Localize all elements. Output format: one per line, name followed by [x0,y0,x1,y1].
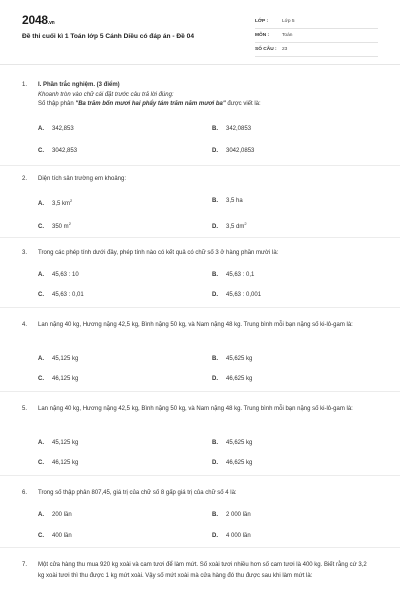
option-letter: A. [38,440,44,446]
option-c[interactable] [38,221,71,230]
option-text: 45,125 kg [52,356,79,362]
option-b[interactable] [212,126,251,132]
option-exponent: 2 [70,198,73,203]
question-text: Một cửa hàng thu mua 920 kg xoài và cam tươi để làm mứt. Số xoài tươi nhiều hơn số cam tươi là 400 kg. Biết rằng cứ 3,2 kg xoài tươi thì thu được 1 kg mứt xoài. Vậy số mứt xoài mà cửa hàng đó thu được sau khi làm mứt là: [38,562,367,579]
option-text: 3042,853 [52,148,78,154]
question-number: 4. [22,322,28,328]
question-text: Lan nặng 40 kg, Hương nặng 42,5 kg, Bình nặng 50 kg, và Nam nặng 48 kg. Trung bình mỗi bạn nặng số ki-lô-gam là: [38,322,353,328]
option-value: 3,5 dm [226,224,245,230]
question-text: Trong số thập phân 807,45, giá trị của chữ số 8 gấp giá trị của chữ số 4 là: [38,490,237,496]
option-letter: C. [38,533,44,539]
option-b[interactable] [212,512,251,518]
option-letter: B. [212,512,218,518]
option-d[interactable] [212,376,252,382]
option-letter: C. [38,376,44,382]
section-heading: I. Phần trắc nghiệm. (3 điểm) [38,82,120,88]
meta-value: Toán [282,33,293,38]
option-b[interactable] [212,198,243,204]
option-letter: B. [212,272,218,278]
site-logo[interactable] [22,13,55,27]
option-value: 350 m [52,224,69,230]
statement-part: được viết là: [225,101,261,107]
question-text: Lan nặng 40 kg, Hương nặng 42,5 kg, Bình nặng 50 kg, và Nam nặng 48 kg. Trung bình mỗi bạn nặng số ki-lô-gam là: [38,406,353,412]
option-text: 3,5 ha [226,198,243,204]
option-d[interactable] [212,292,261,298]
logo-suffix: .vn [47,20,55,26]
option-a[interactable] [38,126,74,132]
option-d[interactable] [212,221,247,230]
option-text: 45,625 kg [226,356,253,362]
option-text: 46,125 kg [52,376,79,382]
option-a[interactable] [38,440,78,446]
option-text: 46,625 kg [226,376,253,382]
option-exponent: 2 [68,221,71,226]
option-letter: D. [212,376,218,382]
option-a[interactable] [38,198,72,207]
question-6 [0,476,400,548]
option-c[interactable] [38,148,77,154]
question-number: 7. [22,562,28,568]
option-text [52,221,71,230]
question-number: 3. [22,250,28,256]
option-text: 46,625 kg [226,460,253,466]
option-c[interactable] [38,533,72,539]
statement-part: Số thập phân [38,101,76,107]
meta-label: SỐ CÂU : [255,47,277,52]
option-c[interactable] [38,292,84,298]
meta-row-question-count [255,43,378,57]
option-a[interactable] [38,356,78,362]
option-text [52,198,72,207]
option-b[interactable] [212,356,252,362]
option-text: 45,125 kg [52,440,79,446]
option-text: 4 000 lần [226,533,251,539]
page-header [0,0,400,65]
meta-value: 23 [282,47,288,52]
option-letter: D. [212,533,218,539]
option-letter: B. [212,356,218,362]
option-text [226,221,247,230]
question-text: Trong các phép tính dưới đây, phép tính nào có kết quả có chữ số 3 ở hàng phần mười là: [38,250,279,256]
question-4 [0,308,400,392]
instruction: Khoanh tròn vào chữ cái đặt trước câu trả lời đúng: [38,92,174,98]
question-number: 1. [22,82,28,88]
question-text [38,80,374,109]
question-3 [0,238,400,308]
meta-value: Lớp 5 [282,19,295,24]
option-letter: B. [212,126,218,132]
meta-label: MÔN : [255,33,270,38]
option-text: 45,63 : 0,1 [226,272,255,278]
option-text: 200 lần [52,512,72,518]
option-letter: D. [212,224,218,230]
option-text: 46,125 kg [52,460,79,466]
option-exponent: 2 [244,221,247,226]
question-1 [0,64,400,166]
question-2 [0,166,400,238]
option-text: 2 000 lần [226,512,251,518]
question-number: 2. [22,176,28,182]
option-d[interactable] [212,533,251,539]
option-letter: A. [38,272,44,278]
meta-row-subject [255,29,378,43]
document-title: Đề thi cuối kì 1 Toán lớp 5 Cánh Diều có đáp án - Đề 04 [22,33,195,40]
option-letter: D. [212,148,218,154]
question-7 [0,548,400,600]
question-5 [0,392,400,476]
option-letter: B. [212,198,218,204]
option-a[interactable] [38,512,72,518]
option-b[interactable] [212,440,252,446]
option-c[interactable] [38,376,78,382]
option-letter: A. [38,356,44,362]
meta-row-class [255,15,378,29]
option-letter: A. [38,126,44,132]
exam-meta [255,15,378,57]
option-d[interactable] [212,148,254,154]
question-number: 6. [22,490,28,496]
meta-label: LỚP : [255,19,269,24]
option-d[interactable] [212,460,252,466]
option-letter: A. [38,201,44,207]
option-text: 45,63 : 0,001 [226,292,262,298]
option-letter: A. [38,512,44,518]
option-text: 45,63 : 10 [52,272,79,278]
option-letter: D. [212,460,218,466]
question-number: 5. [22,406,28,412]
logo-text: 2048 [22,13,48,27]
question-statement [38,100,374,109]
option-text: 342,0853 [226,126,252,132]
question-text: Diện tích sân trường em khoảng: [38,176,126,182]
option-letter: C. [38,460,44,466]
option-a[interactable] [38,272,79,278]
option-text: 342,853 [52,126,74,132]
option-value: 3,5 km [52,201,71,207]
option-letter: C. [38,292,44,298]
option-c[interactable] [38,460,78,466]
option-b[interactable] [212,272,254,278]
option-letter: C. [38,148,44,154]
statement-quote: "Ba trăm bốn mươi hai phẩy tám trăm năm mươi ba" [75,101,226,107]
option-text: 400 lần [52,533,72,539]
option-text: 45,625 kg [226,440,253,446]
option-letter: B. [212,440,218,446]
option-text: 3042,0853 [226,148,255,154]
option-letter: C. [38,224,44,230]
option-letter: D. [212,292,218,298]
option-text: 45,63 : 0,01 [52,292,84,298]
